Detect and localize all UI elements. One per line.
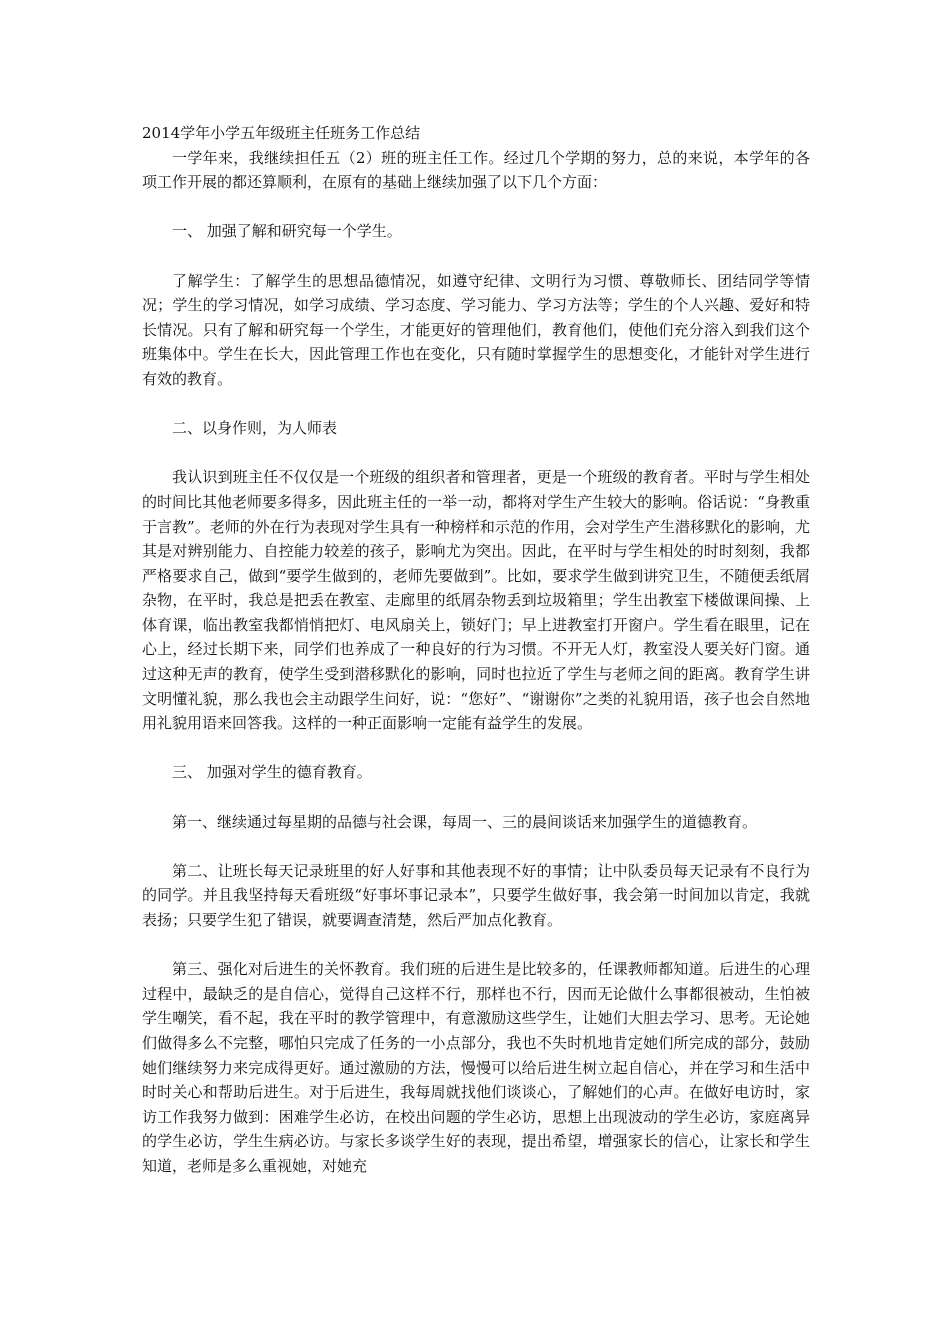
body-paragraph: 第一、继续通过每星期的品德与社会课，每周一、三的晨间谈话来加强学生的道德教育。 (172, 812, 758, 831)
intro-paragraph: 一学年来，我继续担任五（2）班的班主任工作。经过几个学期的努力，总的来说，本学年的各项工作开展的都还算顺利，在原有的基础上继续加强了以下几个方面： (142, 148, 810, 192)
section-heading-2: 二、以身作则，为人师表 (172, 419, 338, 438)
body-paragraph: 我认识到班主任不仅仅是一个班级的组织者和管理者，更是一个班级的教育者。平时与学生相处的时间比其他老师要多得多，因此班主任的一举一动，都将对学生产生较大的影响。俗话说：“身教重于言教”。老师的外在行为表现对学生具有一种榜样和示范的作用，会对学生产生潜移默化的影响，尤其是对辨别能力、自控能力较差的孩子，影响尤为突出。因此，在平时与学生相处的时时刻刻，我都严格要求自己，做到“要学生做到的，老师先要做到”。比如，要求学生做到讲究卫生，不随便丢纸屑杂物，在平时，我总是把丢在教室、走廊里的纸屑杂物丢到垃圾箱里；学生出教室下楼做课间操、上体育课，临出教室我都悄悄把灯、电风扇关上，锁好门；早上进教室打开窗户。学生看在眼里，记在心上，经过长期下来，同学们也养成了一种良好的行为习惯。不开无人灯，教室没人要关好门窗。通过这种无声的教育，使学生受到潜移默化的影响，同时也拉近了学生与老师之间的距离。教育学生讲文明懂礼貌，那么我也会主动跟学生问好，说：“您好”、“谢谢你”之类的礼貌用语，孩子也会自然地用礼貌用语来回答我。这样的一种正面影响一定能有益学生的发展。 (142, 468, 810, 733)
section-heading-3: 三、 加强对学生的德育教育。 (172, 763, 372, 782)
document-title: 2014学年小学五年级班主任班务工作总结 (142, 124, 421, 142)
section-heading-1: 一、 加强了解和研究每一个学生。 (172, 222, 402, 241)
body-paragraph: 第三、强化对后进生的关怀教育。我们班的后进生是比较多的，任课教师都知道。后进生的心理过程中，最缺乏的是自信心，觉得自己这样不行，那样也不行，因而无论做什么事都很被动，生怕被学生嘲笑，看不起，我在平时的教学管理中，有意激励这些学生，让她们大胆去学习、思考。无论她们做得多么不完整，哪怕只完成了任务的一小点部分，我也不失时机地肯定她们所完成的部分，鼓励她们继续努力来完成得更好。通过激励的方法，慢慢可以给后进生树立起自信心，并在学习和生活中时时关心和帮助后进生。对于后进生，我每周就找他们谈谈心，了解她们的心声。在做好电访时，家访工作我努力做到：困难学生必访，在校出问题的学生必访，思想上出现波动的学生必访，家庭离异的学生必访，学生生病必访。与家长多谈学生好的表现，提出希望，增强家长的信心，让家长和学生知道，老师是多么重视她，对她充 (142, 960, 810, 1175)
body-paragraph: 了解学生：了解学生的思想品德情况，如遵守纪律、文明行为习惯、尊敬师长、团结同学等情况；学生的学习情况，如学习成绩、学习态度、学习能力、学习方法等；学生的个人兴趣、爱好和特长情况。只有了解和研究每一个学生，才能更好的管理他们，教育他们，使他们充分溶入到我们这个班集体中。学生在长大，因此管理工作也在变化，只有随时掌握学生的思想变化，才能针对学生进行有效的教育。 (142, 271, 810, 388)
document-page (142, 121, 810, 1179)
body-paragraph: 第二、让班长每天记录班里的好人好事和其他表现不好的事情；让中队委员每天记录有不良行为的同学。并且我坚持每天看班级“好事坏事记录本”，只要学生做好事，我会第一时间加以肯定，我就表扬；只要学生犯了错误，就要调查清楚，然后严加点化教育。 (142, 861, 810, 929)
